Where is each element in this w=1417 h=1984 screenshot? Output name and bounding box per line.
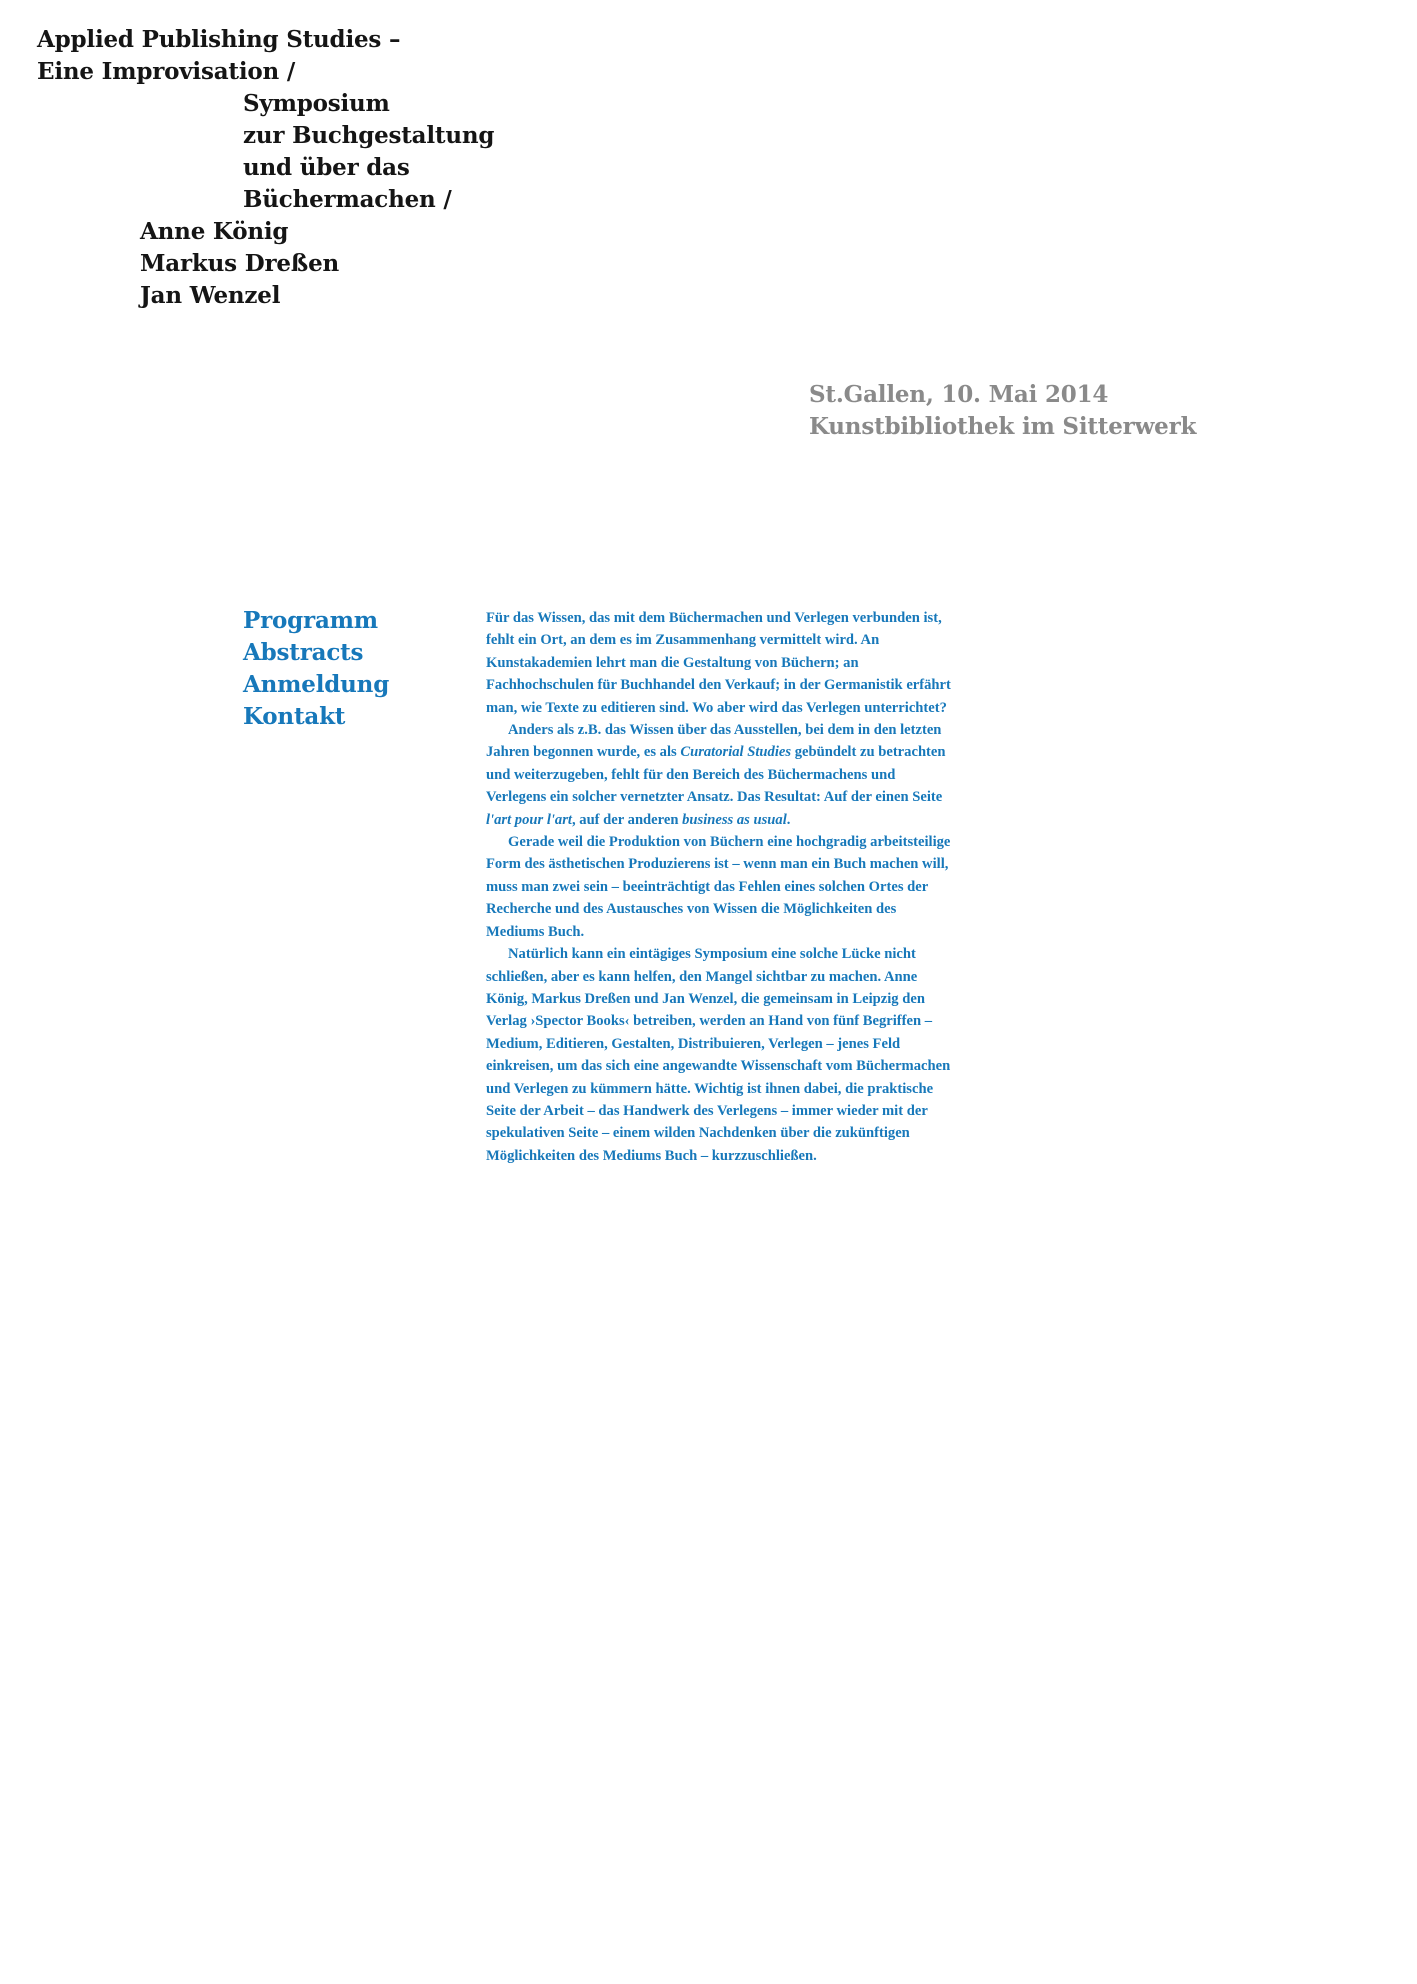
author-name: Anne König [140,218,289,245]
nav-link-abstracts[interactable]: Abstracts [243,639,364,666]
intro-paragraph-1: Für das Wissen, das mit dem Büchermachen und Verlegen verbunden ist, fehlt ein Ort, an dem es im Zusammenhang vermittelt wird. An Kunstakademien lehrt man die Gestaltung von Büchern; an Fachhochschulen für Buchhandel den Verkauf; in der Germanistik erfährt man, wie Texte zu editieren sind. Wo aber wird das Verlegen unterrichtet? [486,610,951,716]
intro-text [486,607,952,1167]
author-name: Markus Dreßen [140,250,340,277]
intro-paragraph-2 [486,719,952,831]
nav-link-anmeldung[interactable]: Anmeldung [243,671,390,698]
event-venue: Kunstbibliothek im Sitterwerk [809,413,1197,440]
title-line-2: Eine Improvisation / [37,58,296,85]
subtitle-line-1: Symposium [243,90,390,117]
intro-paragraph-3: Gerade weil die Produktion von Büchern eine hochgradig arbeitsteilige Form des ästhetischen Produzierens ist – wenn man ein Buch machen will, muss man zwei sein – beeinträchtigt das Fehlen eines solchen Ortes der Recherche und des Austausches von Wissen die Möglichkeiten des Mediums Buch. [486,834,951,940]
paragraph-text: , auf der anderen [571,811,683,828]
paragraph-text: . [786,811,791,828]
subtitle-line-3: und über das [243,154,410,181]
emphasis-business-as-usual: business as usual [682,811,787,828]
title-line-1: Applied Publishing Studies – [37,26,401,53]
subtitle-line-2: zur Buchgestaltung [243,122,495,149]
subtitle-line-4: Büchermachen / [243,186,452,213]
paragraph-text: Anders als z.B. das Wissen über das Ausstellen, bei dem in den letzten Jahren begonnen wurde, es als [486,722,942,761]
event-date-place: St.Gallen, 10. Mai 2014 [809,381,1109,408]
paragraph-text: gebündelt zu betrachten und weiterzugeben, fehlt für den Bereich des Büchermachens und Verlegens ein solcher vernetzter Ansatz. Das Resultat: Auf der einen Seite [486,744,946,806]
author-name: Jan Wenzel [140,282,281,309]
nav-link-kontakt[interactable]: Kontakt [243,703,346,730]
emphasis-lart-pour-lart: l'art pour l'art [486,811,572,828]
nav-link-programm[interactable]: Programm [243,607,378,634]
emphasis-curatorial-studies: Curatorial Studies [680,744,792,761]
intro-paragraph-4: Natürlich kann ein eintägiges Symposium eine solche Lücke nicht schließen, aber es kann helfen, den Mangel sichtbar zu machen. Anne König, Markus Dreßen und Jan Wenzel, die gemeinsam in Leipzig den Verlag ›Spector Books‹ betreiben, werden an Hand von fünf Begriffen – Medium, Editieren, Gestalten, Distribuieren, Verlegen – jenes Feld einkreisen, um das sich eine angewandte Wissenschaft vom Büchermachen und Verlegen zu kümmern hätte. Wichtig ist ihnen dabei, die praktische Seite der Arbeit – das Handwerk des Verlegens – immer wieder mit der spekulativen Seite – einem wilden Nachdenken über die zukünftigen Möglichkeiten des Mediums Buch – kurzzuschließen. [486,946,951,1164]
main-nav [243,605,389,733]
